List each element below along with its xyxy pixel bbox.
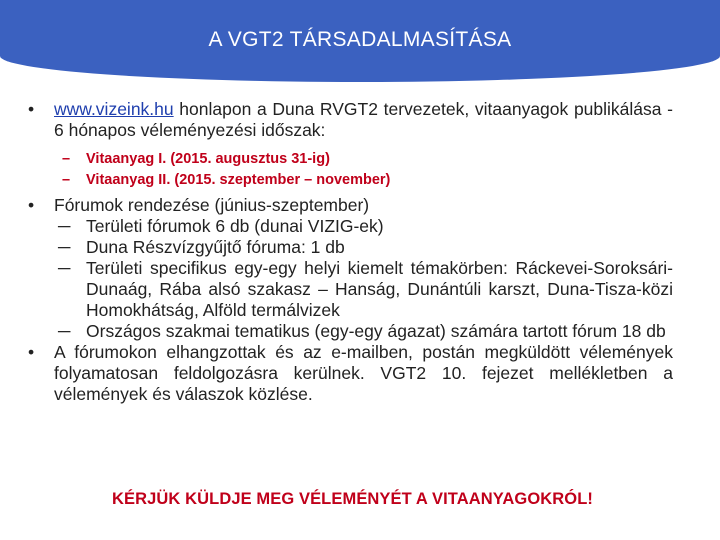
list-item-text: Területi specifikus egy-egy helyi kiemelt témakörben: Ráckevei-Soroksári-Dunaág, Rába alsó szakasz – Hanság, Dunántúli karszt, Duna-Tisza-közi Homokhátság, Alföld termálvizek: [86, 258, 673, 320]
dash-marker: ─: [58, 216, 71, 236]
page-title: A VGT2 TÁRSADALMASÍTÁSA: [208, 28, 512, 51]
bullet-text: honlapon a Duna RVGT2 tervezetek, vitaanyagok publikálása - 6 hónapos véleményezési időszak:: [54, 99, 673, 140]
list-item: [28, 216, 673, 237]
dash-marker: ─: [58, 258, 71, 278]
list-item-text: Területi fórumok 6 db (dunai VIZIG-ek): [86, 216, 384, 236]
bullet-forums: [28, 195, 673, 216]
dash-marker: ─: [58, 237, 71, 257]
dash-marker: ─: [58, 321, 71, 341]
forum-list: [28, 216, 673, 342]
list-item-text: Vitaanyag II. (2015. szeptember – november): [86, 172, 391, 188]
slide-content: [28, 99, 673, 405]
list-item-text: Duna Részvízgyűjtő fóruma: 1 db: [86, 237, 345, 257]
bullet-website: [28, 99, 673, 141]
list-item: [28, 149, 673, 170]
bullet-text: Fórumok rendezése (június-szeptember): [54, 195, 370, 215]
list-item: [28, 170, 673, 191]
bullet-marker: •: [28, 342, 35, 362]
list-item: [28, 258, 673, 321]
website-link[interactable]: www.vizeink.hu: [54, 99, 174, 119]
bullet-marker: •: [28, 99, 35, 119]
bullet-text: A fórumokon elhangzottak és az e-mailben, postán megküldött vélemények folyamatosan feldolgozásra kerülnek. VGT2 10. fejezet mellékletben a vélemények és válaszok közlése.: [54, 342, 673, 404]
dash-marker: –: [62, 172, 71, 188]
bullet-marker: •: [28, 195, 35, 215]
list-item-text: Országos szakmai tematikus (egy-egy ágazat) számára tartott fórum 18 db: [86, 321, 666, 341]
bullet-feedback: [28, 342, 673, 405]
call-to-action: KÉRJÜK KÜLDJE MEG VÉLEMÉNYÉT A VITAANYAGOKRÓL!: [111, 490, 593, 508]
list-item: [28, 321, 673, 342]
list-item: [28, 237, 673, 258]
dash-marker: –: [62, 151, 71, 167]
vitaanyag-list: [28, 149, 673, 191]
list-item-text: Vitaanyag I. (2015. augusztus 31-ig): [86, 151, 330, 167]
